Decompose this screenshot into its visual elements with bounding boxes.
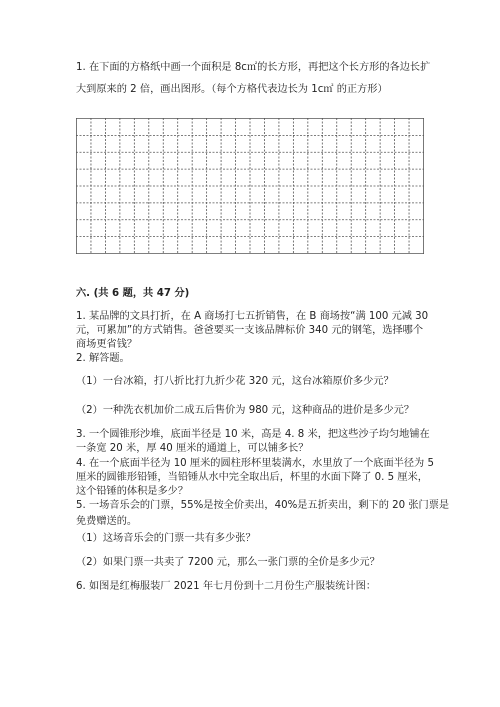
question-6: 6. 如图是红梅服装厂 2021 年七月份到十二月份生产服装统计图：	[76, 581, 377, 592]
question-3-line-2: 一条宽 20 米，厚 40 厘米的通道上，可以铺多长？	[76, 443, 309, 454]
section-6-heading: 六. (共 6 题，共 47 分)	[76, 288, 190, 299]
grid-paper	[76, 118, 424, 254]
question-3-line-1: 3. 一个圆锥形沙堆，底面半径是 10 米，高是 4. 8 米，把这些沙子均匀地铺在	[76, 429, 430, 440]
problem-1-line-1: 1. 在下面的方格纸中画一个面积是 8c㎡的长方形，再把这个长方形的各边长扩	[76, 62, 431, 73]
question-5-line-2: 免费赠送的。	[76, 516, 138, 527]
problem-1-line-2: 大到原来的 2 倍，画出图形。（每个方格代表边长为 1c㎡ 的正方形）	[76, 84, 388, 95]
question-4-line-1: 4. 在一个底面半径为 10 厘米的圆柱形杯里装满水，水里放了一个底面半径为 5	[76, 458, 434, 469]
question-2-part-2: （2）一种洗衣机加价二成五后售价为 980 元，这种商品的进价是多少元？	[76, 405, 415, 416]
question-4-line-3: 这个铅锤的体积是多少？	[76, 486, 189, 497]
question-1-line-3: 商场更省钱？	[76, 339, 138, 350]
question-5-part-2: （2）如果门票一共卖了 7200 元，那么一张门票的全价是多少元？	[76, 557, 380, 568]
question-4-line-2: 厘米的圆锥形铅锤，当铅锤从水中完全取出后，杯里的水面下降了 0. 5 厘米，	[76, 472, 428, 483]
question-5-line-1: 5. 一场音乐会的门票，55%是按全价卖出，40%是五折卖出，剩下的 20 张门票是	[76, 500, 450, 511]
question-5-part-1: （1）这场音乐会的门票一共有多少张？	[76, 533, 256, 544]
question-1-line-1: 1. 某品牌的文具打折，在 A 商场打七五折销售，在 B 商场按“满 100 元减 30	[76, 311, 429, 322]
question-1-line-2: 元，可累加”的方式销售。爸爸要买一支该品牌标价 340 元的钢笔，选择哪个	[76, 325, 424, 336]
question-2-part-1: （1）一台冰箱，打八折比打九折少花 320 元，这台冰箱原价多少元？	[76, 376, 394, 387]
question-2: 2. 解答题。	[76, 353, 130, 364]
